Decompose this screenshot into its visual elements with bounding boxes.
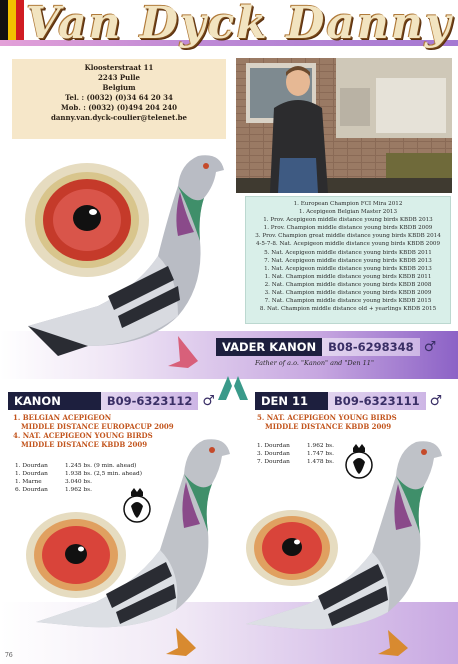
achievement-item: 5. Nat. Acepigeon middle distance young birds KBDB 2011 — [264, 249, 432, 256]
den11-titles — [257, 413, 397, 431]
address-email: danny.van.dyck-coulier@telenet.be — [51, 113, 187, 122]
address-country: Belgium — [102, 83, 136, 92]
achievement-item: 3. Nat. Champion middle distance young birds KBDB 2009 — [264, 290, 432, 297]
achievement-item: 7. Nat. Champion middle distance young birds KBDB 2015 — [264, 298, 432, 305]
male-icon: ♂ — [429, 393, 443, 409]
kanon-title-line: 4. NAT. ACEPIGEON YOUNG BIRDS — [13, 431, 153, 440]
address-tel: Tel. : (0032) (0)34 64 20 34 — [65, 93, 173, 102]
kanon-namebar — [8, 392, 219, 410]
achievement-item: 8. Nat. Champion middle distance old + yearlings KBDB 2015 — [259, 306, 437, 313]
achievement-item: 7. Nat. Acepigeon middle distance young birds KBDB 2013 — [264, 257, 432, 264]
result-birds: 3.040 bs. — [65, 479, 92, 485]
page-number: 76 — [5, 652, 13, 659]
result-place: 3. Dourdan — [257, 451, 290, 457]
page-title: Van Dyck Danny — [26, 0, 453, 49]
result-birds: 1.478 bs. — [307, 459, 334, 465]
result-place: 1. Marne — [15, 479, 42, 485]
address-city: 2243 Pulle — [97, 73, 141, 82]
achievement-item: 1. European Champion FCI Mira 2012 — [293, 201, 403, 207]
flag-stripe-black — [0, 0, 8, 40]
den11-pigeon-image — [246, 434, 456, 662]
den11-title-line: 5. NAT. ACEPIGEON YOUNG BIRDS — [257, 413, 397, 422]
descent-arrow-icon — [216, 372, 250, 402]
result-note: (9 min. ahead) — [93, 463, 137, 469]
address-box — [12, 59, 226, 139]
male-icon: ♂ — [202, 393, 215, 409]
result-birds: 1.245 bs. — [65, 463, 92, 469]
kanon-title-line: MIDDLE DISTANCE EUROPACUP 2009 — [21, 422, 174, 431]
result-birds: 1.962 bs. — [65, 487, 92, 493]
breeder-photo — [236, 58, 452, 193]
kanon-pigeon-image — [36, 432, 246, 662]
flag-stripe-red — [16, 0, 24, 40]
achievement-item: 4-5-7-8. Nat. Acepigeon middle distance young birds KBDB 2009 — [255, 241, 441, 248]
address-mob: Mob. : (0032) (0)494 204 240 — [61, 103, 177, 112]
kanon-title-line: 1. BELGIAN ACEPIGEON — [13, 413, 112, 422]
achievement-item: 1. Nat. Champion middle distance young birds KBDB 2011 — [264, 273, 432, 280]
result-birds: 1.938 bs. — [65, 471, 92, 477]
achievement-item: 1. Nat. Acepigeon middle distance young birds KBDB 2013 — [264, 265, 432, 272]
flag-stripe-yellow — [8, 0, 16, 40]
achievement-item: 1. Acepigeon Belgian Master 2013 — [298, 209, 398, 216]
male-icon: ♂ — [423, 339, 437, 355]
sire-ring: B08-6298348 — [322, 338, 420, 356]
den11-ring: B09-6323111 — [328, 392, 426, 410]
den11-namebar — [255, 392, 446, 410]
den11-title-line: MIDDLE DISTANCE KBDB 2009 — [265, 422, 392, 431]
belgian-flag — [0, 0, 26, 40]
achievements-box — [245, 196, 451, 324]
kanon-name: KANON — [8, 392, 101, 410]
achievement-item: 3. Prov. Champion great middle distance young birds KBDB 2014 — [255, 233, 441, 240]
result-place: 1. Dourdan — [15, 471, 48, 477]
result-place: 1. Dourdan — [257, 443, 290, 449]
sire-name: VADER KANON — [216, 338, 322, 356]
breeder-photo-image — [236, 58, 452, 193]
result-note: (2,5 min. ahead) — [93, 471, 142, 477]
result-birds: 1.747 bs. — [307, 451, 334, 457]
result-place: 7. Dourdan — [257, 459, 290, 465]
den11-name: DEN 11 — [255, 392, 328, 410]
result-birds: 1.962 bs. — [307, 443, 334, 449]
sire-namebar — [216, 338, 440, 356]
sire-note: Father of a.o. "Kanon" and "Den 11" — [255, 359, 374, 367]
achievement-item: 2. Nat. Champion middle distance young birds KBDB 2008 — [264, 281, 432, 288]
kanon-ring: B09-6323112 — [101, 392, 199, 410]
result-place: 1. Dourdan — [15, 463, 48, 469]
kanon-title-line: MIDDLE DISTANCE KBDB 2009 — [21, 440, 148, 449]
achievement-item: 1. Prov. Acepigeon middle distance young birds KBDB 2013 — [263, 217, 433, 224]
sire-pigeon-image — [28, 146, 238, 376]
result-place: 6. Dourdan — [15, 487, 48, 493]
achievement-item: 1. Prov. Champion middle distance young birds KBDB 2009 — [263, 225, 433, 232]
address-street: Kloosterstraat 11 — [84, 63, 154, 72]
